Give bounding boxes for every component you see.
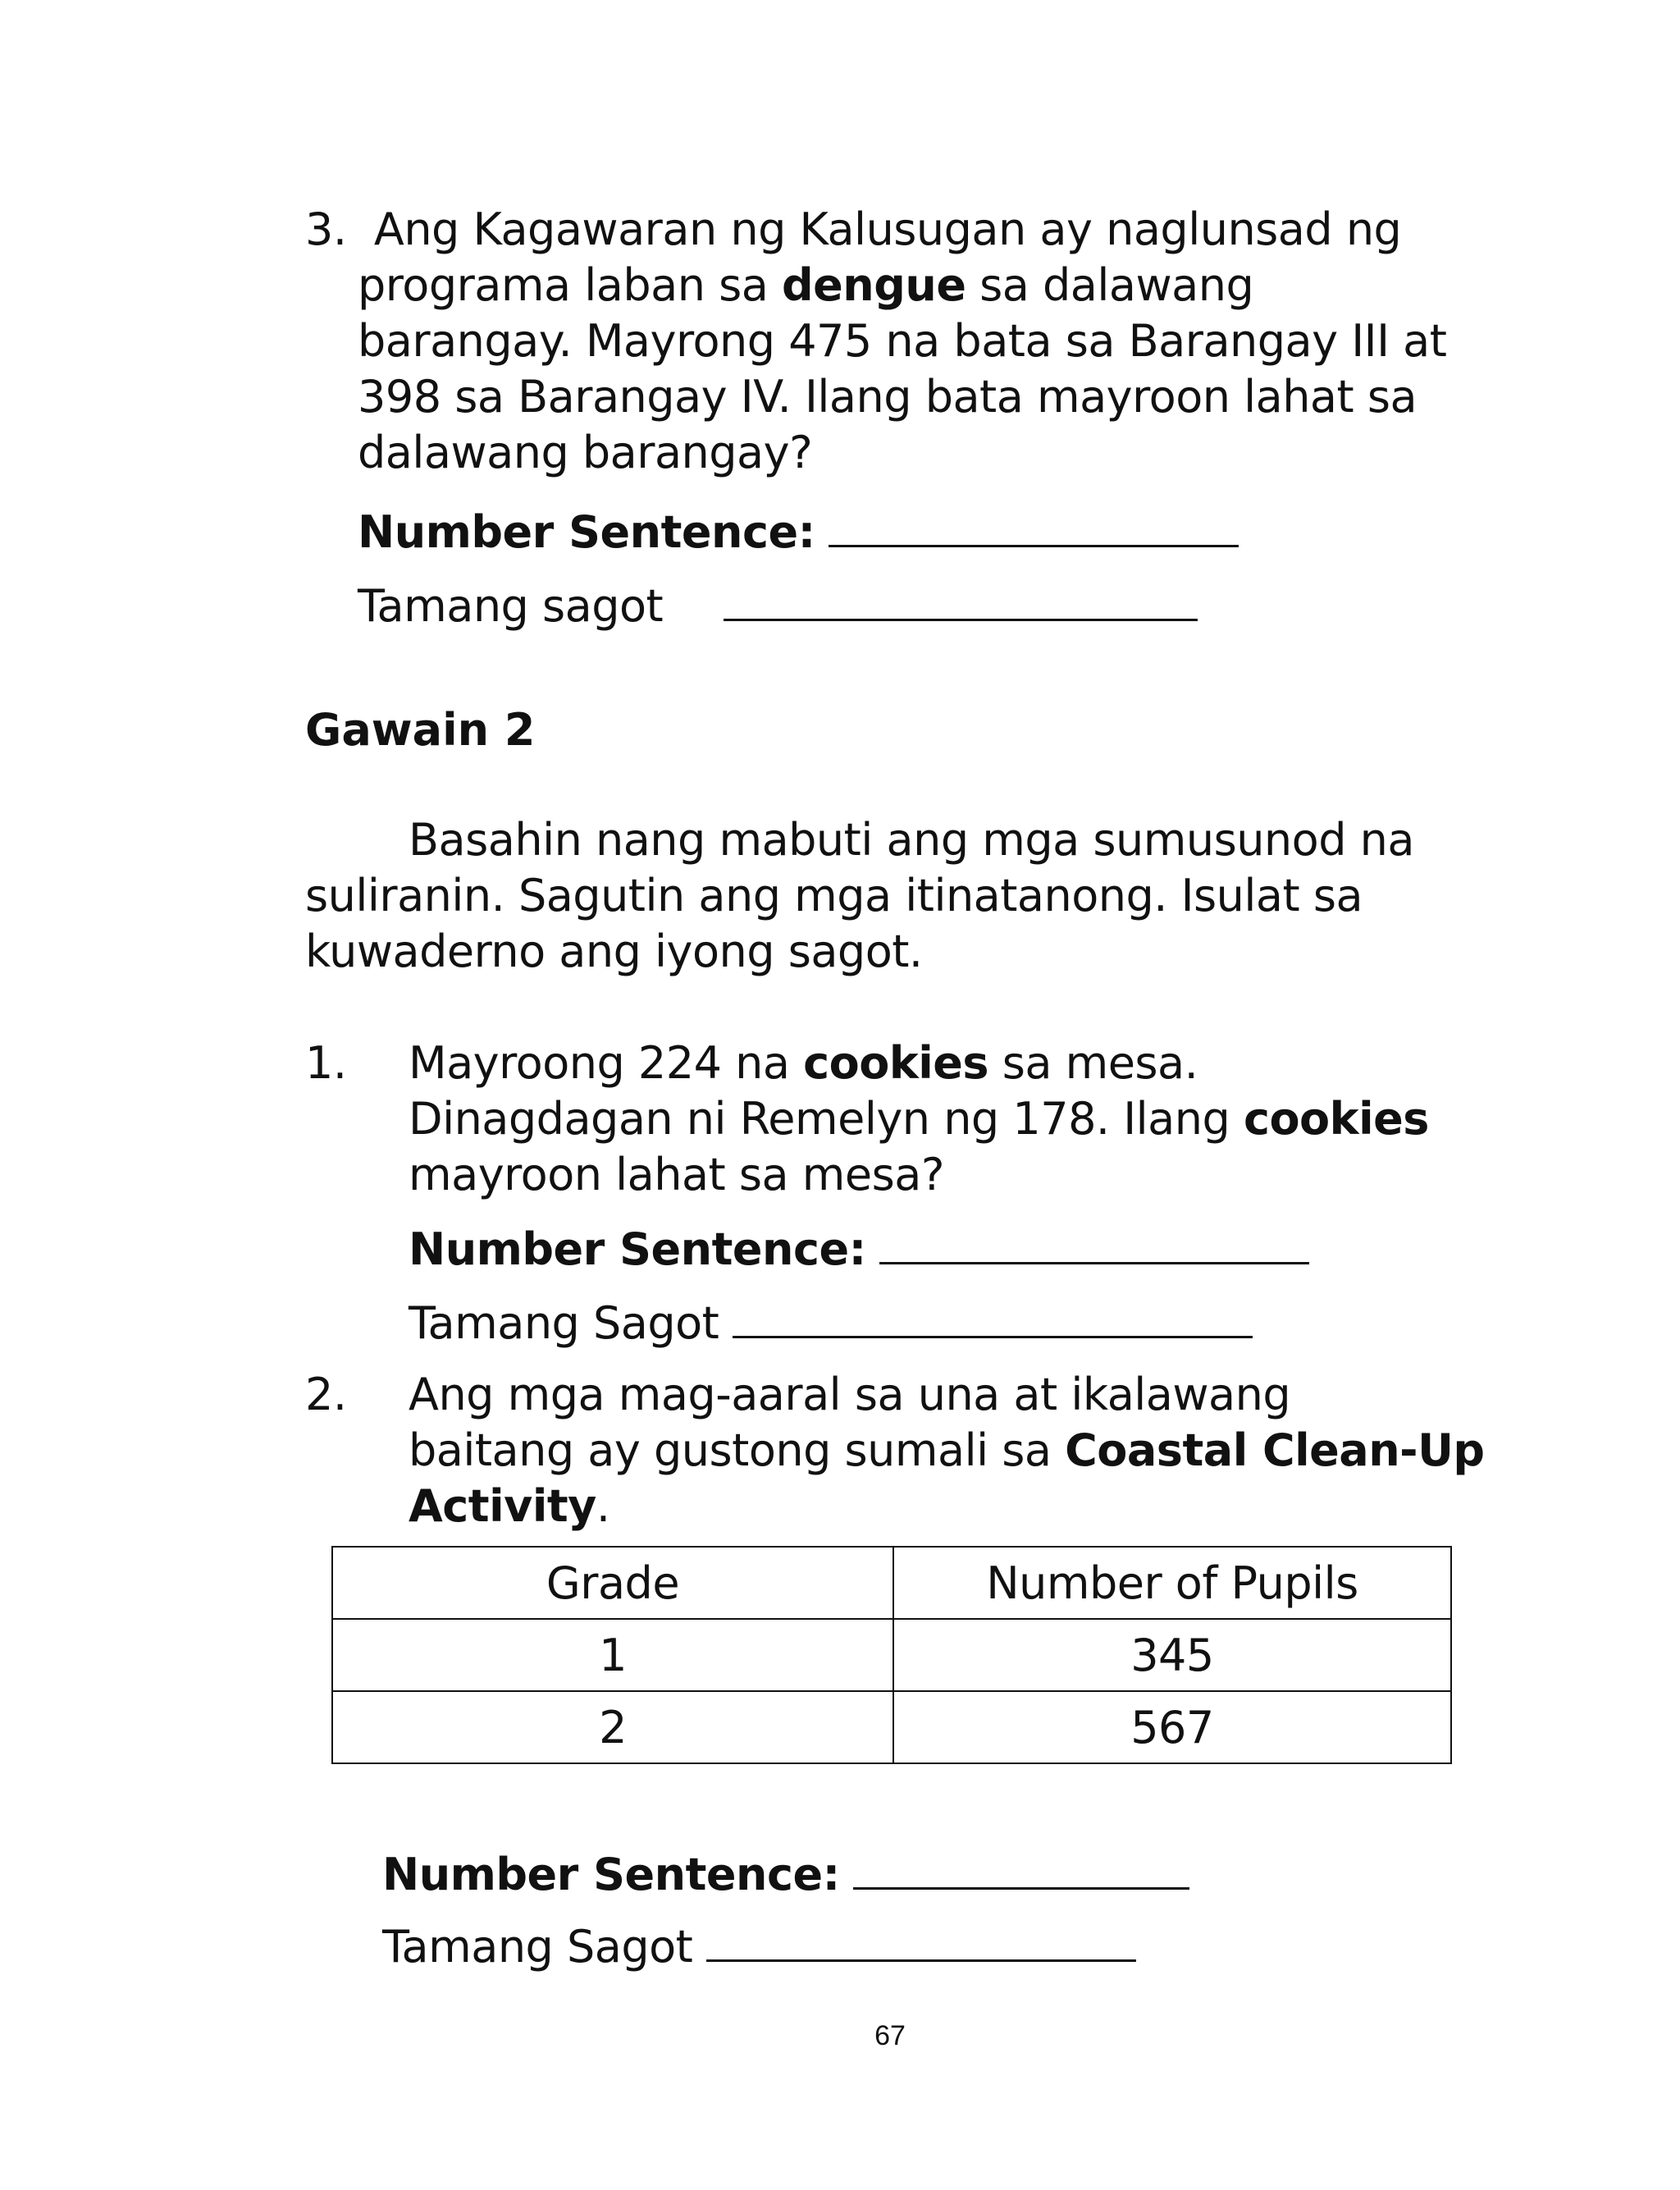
problem-3-line-2 bbox=[305, 258, 1503, 313]
item-1-number-sentence-row bbox=[409, 1219, 1309, 1278]
item-2-body bbox=[409, 1367, 1485, 1534]
problem-3-line-5 bbox=[305, 425, 1503, 481]
page-number: 67 bbox=[874, 2020, 906, 2051]
problem-3-number: 3. bbox=[305, 203, 347, 255]
number-sentence-label: Number Sentence: bbox=[358, 506, 815, 558]
problem-3-text: barangay. Mayrong 475 na bata sa Barangay III at bbox=[358, 315, 1447, 367]
answer-label: Tamang Sagot bbox=[409, 1297, 719, 1349]
problem-3-text: programa laban sa bbox=[358, 259, 782, 311]
item-1-text: Mayroong 224 na bbox=[409, 1037, 804, 1089]
item-2-text: baitang ay gustong sumali sa bbox=[409, 1424, 1066, 1476]
problem-3-text: 398 sa Barangay IV. Ilang bata mayroon lahat sa bbox=[358, 371, 1418, 423]
item-2-number-sentence-row bbox=[382, 1845, 1189, 1903]
instructions-line: suliranin. Sagutin ang mga itinatanong. Isulat sa bbox=[305, 870, 1363, 921]
number-sentence-label: Number Sentence: bbox=[409, 1223, 866, 1275]
item-1-line-1 bbox=[409, 1036, 1429, 1091]
item-1-bold-term: cookies bbox=[1243, 1093, 1429, 1145]
problem-3-number-sentence-row bbox=[358, 502, 1239, 560]
pupils-table bbox=[331, 1546, 1452, 1764]
item-1-answer-row bbox=[409, 1293, 1253, 1351]
item-1-body bbox=[409, 1036, 1429, 1203]
table-header-cell: Grade bbox=[332, 1547, 893, 1619]
answer-blank[interactable] bbox=[724, 576, 1198, 621]
item-2-line-2 bbox=[409, 1423, 1485, 1479]
problem-3 bbox=[305, 202, 1503, 481]
item-2-text: . bbox=[596, 1480, 610, 1532]
item-1-line-3: mayroon lahat sa mesa? bbox=[409, 1149, 944, 1200]
number-sentence-blank[interactable] bbox=[879, 1219, 1309, 1264]
answer-blank[interactable] bbox=[733, 1293, 1253, 1338]
problem-3-answer-row bbox=[358, 576, 1198, 634]
table-cell: 2 bbox=[332, 1691, 893, 1763]
number-sentence-label: Number Sentence: bbox=[382, 1849, 840, 1900]
item-1-text: Dinagdagan ni Remelyn ng 178. Ilang bbox=[409, 1093, 1244, 1145]
item-2-answer-row bbox=[382, 1917, 1136, 1975]
table-cell: 1 bbox=[332, 1619, 893, 1691]
instructions bbox=[305, 812, 1414, 980]
instructions-line: kuwaderno ang iyong sagot. bbox=[305, 926, 923, 977]
table-cell: 345 bbox=[893, 1619, 1451, 1691]
table-header-row bbox=[332, 1547, 1451, 1619]
item-1-number: 1. bbox=[305, 1037, 347, 1089]
answer-label: Tamang sagot bbox=[358, 580, 664, 632]
instructions-line: Basahin nang mabuti ang mga sumusunod na bbox=[409, 814, 1414, 866]
number-sentence-blank[interactable] bbox=[853, 1845, 1189, 1890]
problem-3-line-4 bbox=[305, 369, 1503, 425]
item-1-line-2 bbox=[409, 1091, 1429, 1147]
problem-3-text: Ang Kagawaran ng Kalusugan ay naglunsad ng bbox=[373, 203, 1402, 255]
problem-3-text: sa dalawang bbox=[966, 259, 1254, 311]
table-row bbox=[332, 1691, 1451, 1763]
item-2 bbox=[0, 1367, 1680, 1539]
item-2-bold-term: Activity bbox=[409, 1480, 596, 1532]
item-1 bbox=[0, 1036, 1680, 1208]
answer-label: Tamang Sagot bbox=[382, 1921, 693, 1973]
problem-3-line-3 bbox=[305, 313, 1503, 369]
item-2-number: 2. bbox=[305, 1369, 347, 1420]
problem-3-bold-term: dengue bbox=[782, 259, 966, 311]
table-row bbox=[332, 1619, 1451, 1691]
problem-3-line-1 bbox=[305, 202, 1503, 258]
item-1-bold-term: cookies bbox=[803, 1037, 989, 1089]
number-sentence-blank[interactable] bbox=[829, 502, 1239, 547]
item-2-line-3 bbox=[409, 1479, 1485, 1534]
section-heading: Gawain 2 bbox=[305, 704, 536, 756]
item-2-bold-term: Coastal Clean-Up bbox=[1065, 1424, 1485, 1476]
table-cell: 567 bbox=[893, 1691, 1451, 1763]
item-2-line-1: Ang mga mag-aaral sa una at ikalawang bbox=[409, 1369, 1291, 1420]
item-1-text: sa mesa. bbox=[988, 1037, 1198, 1089]
answer-blank[interactable] bbox=[706, 1917, 1136, 1962]
problem-3-text: dalawang barangay? bbox=[358, 427, 813, 478]
table-header-cell: Number of Pupils bbox=[893, 1547, 1451, 1619]
